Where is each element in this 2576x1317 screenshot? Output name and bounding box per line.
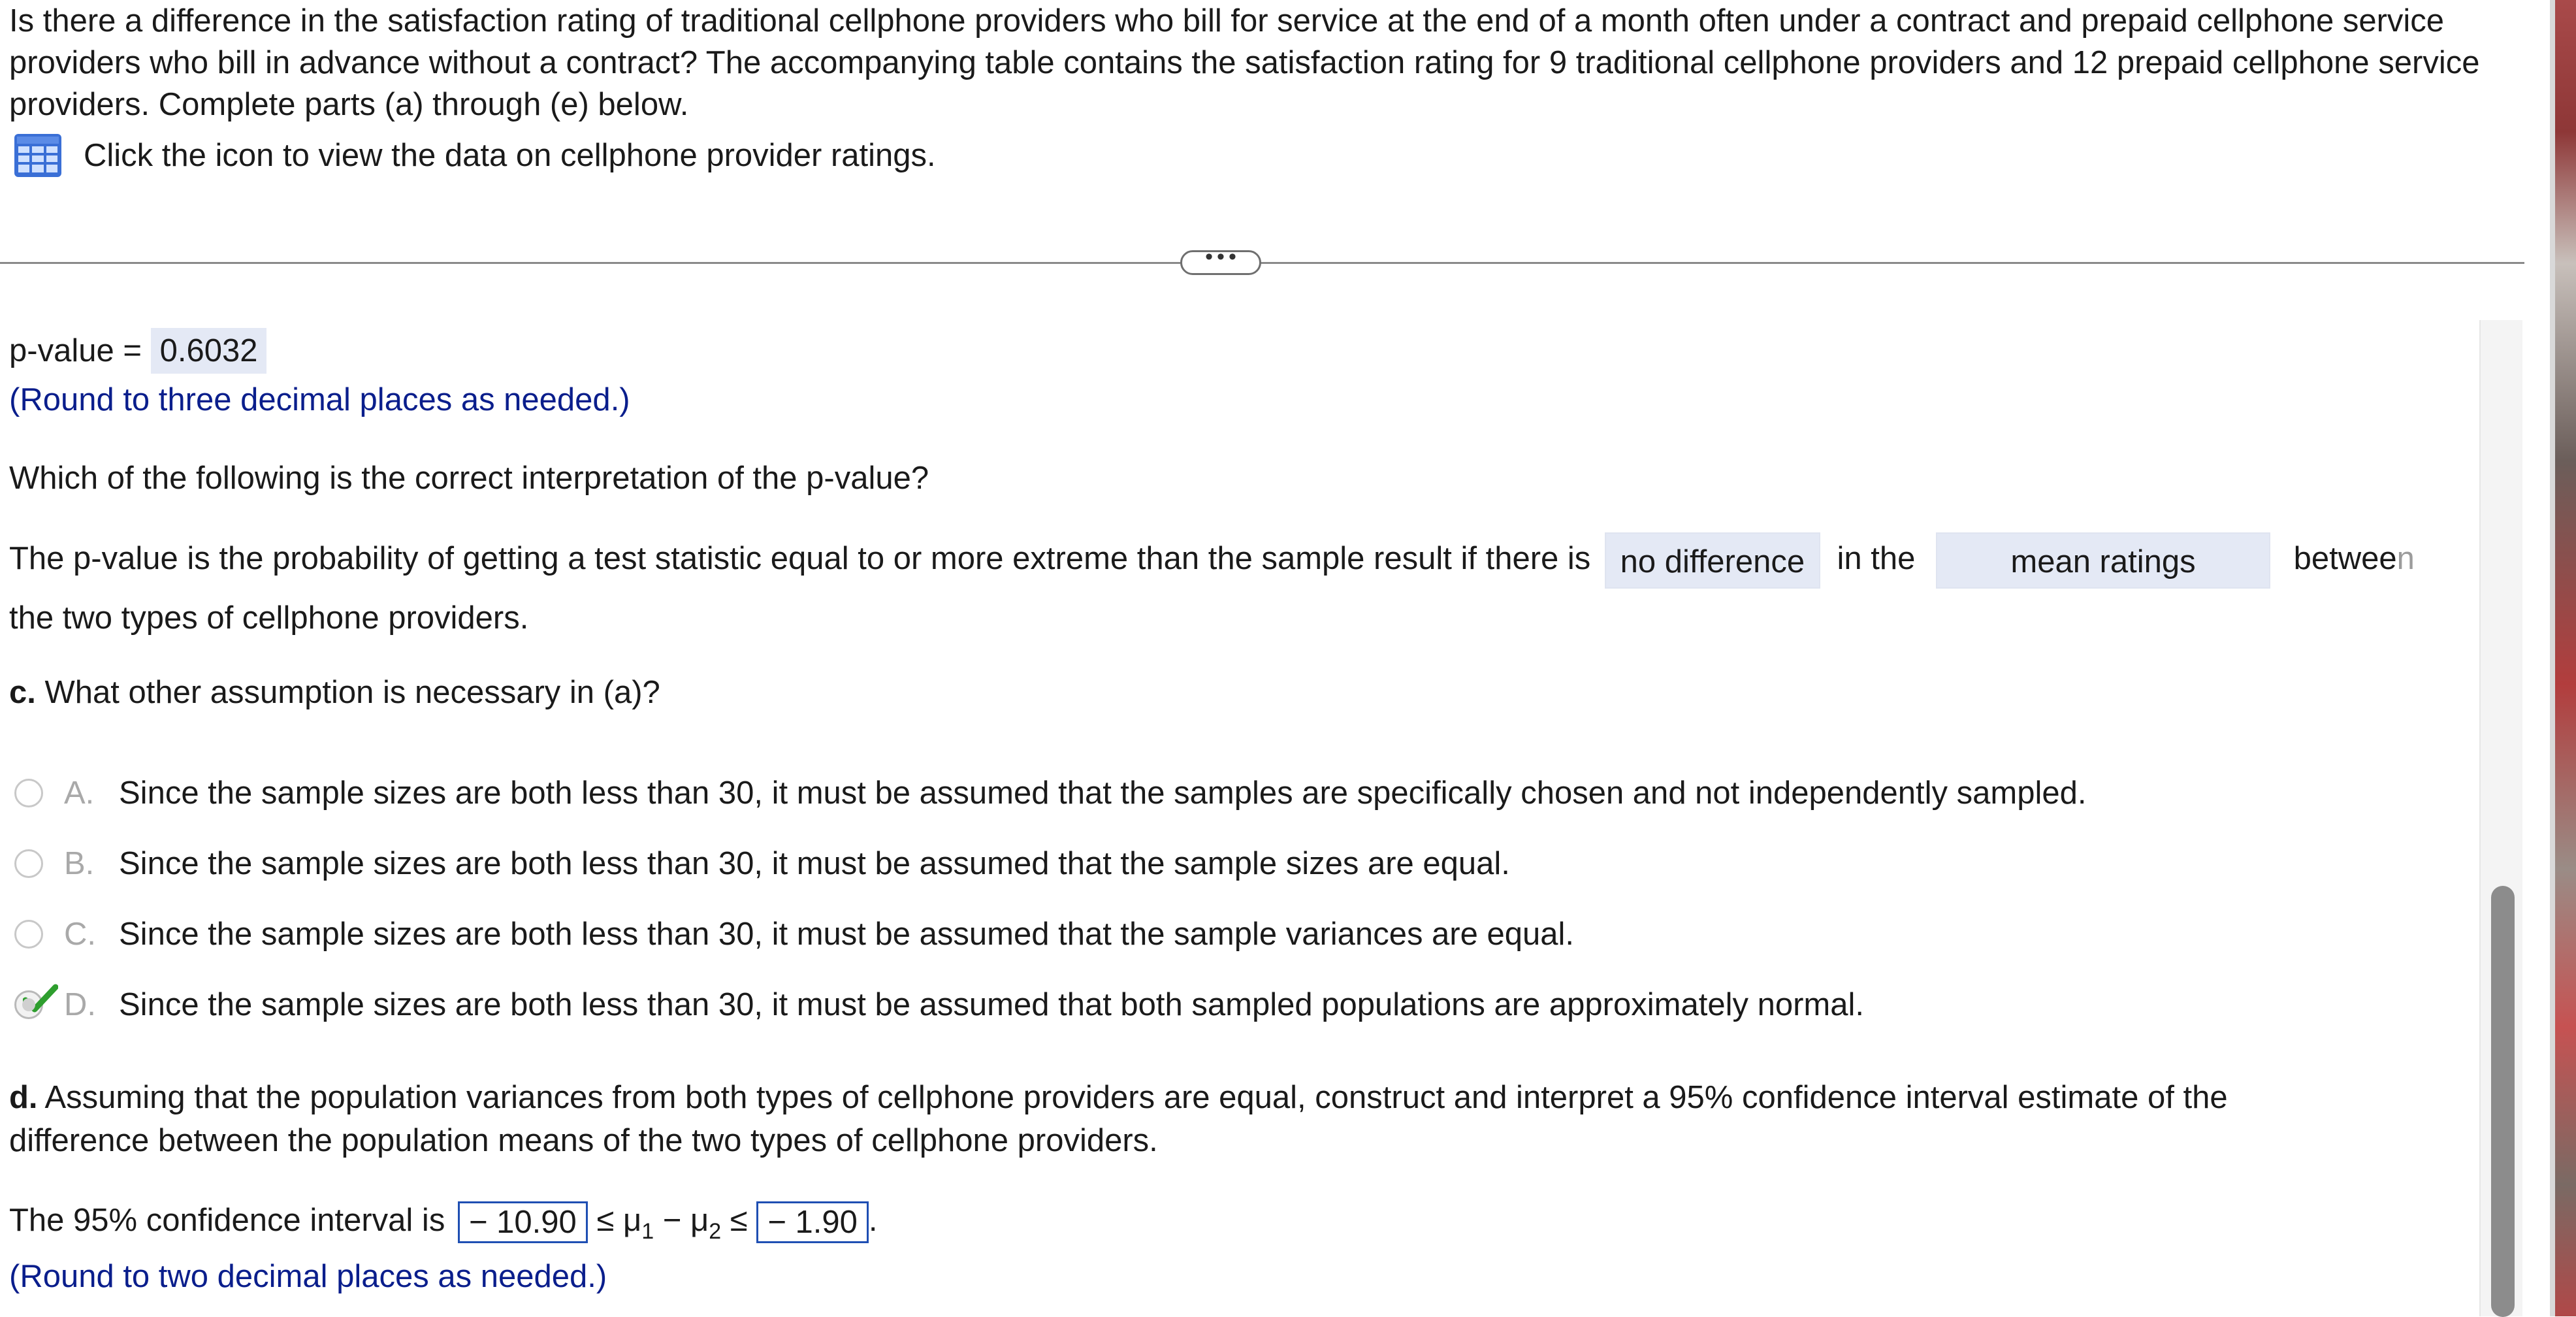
ci-period: . xyxy=(868,1203,878,1238)
window-edge xyxy=(2550,0,2576,1316)
vertical-scrollbar[interactable] xyxy=(2479,320,2522,1316)
mu-sub-2: 2 xyxy=(709,1219,722,1244)
interpretation-question: Which of the following is the correct interpretation of the p-value? xyxy=(9,461,929,496)
data-table-icon[interactable] xyxy=(13,133,63,178)
interpretation-end-text: betwee xyxy=(2293,541,2397,576)
option-c-text: Since the sample sizes are both less than 30, it must be assumed that the sample variances are equal. xyxy=(119,917,1574,952)
mu-symbol-2: μ xyxy=(690,1203,709,1238)
scrollbar-thumb[interactable] xyxy=(2491,886,2515,1317)
question-text: Is there a difference in the satisfaction rating of traditional cellphone providers who bill for service at the end of a month often under a contract and prepaid cellphone service providers who bill in advance without a contract? The accompanying table contains the satisfaction rating for 9 traditional cellphone providers and 12 prepaid cellphone service providers. Complete parts (a) through (e) below. xyxy=(9,3,2480,122)
ci-row xyxy=(9,1199,878,1252)
ci-leq-1: ≤ xyxy=(596,1203,615,1238)
interpretation-sentence-start: The p-value is the probability of getting a test statistic equal to or more extreme than the sample result if there is xyxy=(9,541,1591,576)
option-b-radio[interactable] xyxy=(14,849,43,878)
part-c-label: c. xyxy=(9,675,36,710)
option-d-text: Since the sample sizes are both less than 30, it must be assumed that both sampled populations are approximately normal. xyxy=(119,987,1864,1022)
option-b[interactable] xyxy=(14,843,1510,885)
mu-symbol-1: μ xyxy=(622,1203,642,1238)
data-link-row[interactable] xyxy=(13,133,936,178)
pvalue-answer[interactable]: 0.6032 xyxy=(151,328,267,374)
option-c-letter: C. xyxy=(64,917,96,952)
ci-leq-2: ≤ xyxy=(730,1203,748,1238)
option-c-radio[interactable] xyxy=(14,920,43,949)
option-b-text: Since the sample sizes are both less than 30, it must be assumed that the sample sizes are equal. xyxy=(119,846,1510,881)
mu-2 xyxy=(690,1203,722,1244)
interpretation-sentence xyxy=(9,530,2415,589)
part-d-question-line2: difference between the population means of the two types of cellphone providers. xyxy=(9,1123,1158,1158)
option-a-letter: A. xyxy=(64,775,95,811)
expand-collapse-button[interactable] xyxy=(1180,244,1261,275)
correct-checkmark-icon xyxy=(23,983,58,1015)
interpretation-end xyxy=(2294,541,2415,576)
ellipsis-icon: ••• xyxy=(1205,244,1240,269)
ci-upper-answer[interactable]: − 1.90 xyxy=(756,1201,869,1243)
measure-dropdown[interactable]: mean ratings xyxy=(1936,532,2270,589)
option-b-letter: B. xyxy=(64,846,95,881)
part-d-label: d. xyxy=(9,1080,38,1115)
ci-lower-answer[interactable]: − 10.90 xyxy=(458,1201,588,1243)
interpretation-middle: in the xyxy=(1837,541,1916,576)
difference-dropdown[interactable]: no difference xyxy=(1605,532,1820,589)
mu-sub-1: 1 xyxy=(641,1219,654,1244)
pvalue-hint: (Round to three decimal places as needed.) xyxy=(9,382,630,417)
ci-hint: (Round to two decimal places as needed.) xyxy=(9,1259,607,1294)
answer-area xyxy=(0,320,2475,1316)
option-d-letter: D. xyxy=(64,987,96,1022)
pvalue-label: p-value = xyxy=(9,333,142,368)
part-d-question-row xyxy=(9,1077,2228,1118)
interpretation-sentence-cont: the two types of cellphone providers. xyxy=(9,600,529,636)
data-link-label[interactable]: Click the icon to view the data on cellphone provider ratings. xyxy=(84,138,936,173)
mu-1 xyxy=(622,1203,654,1244)
part-c-question-row xyxy=(9,672,660,713)
section-divider xyxy=(0,262,2524,264)
option-a-radio[interactable] xyxy=(14,779,43,807)
part-c-question: What other assumption is necessary in (a)? xyxy=(44,675,660,710)
ci-minus: − xyxy=(662,1203,682,1238)
part-d-question-line1: Assuming that the population variances from both types of cellphone providers are equal, construct and interpret a 95% confidence interval estimate of the xyxy=(44,1080,2228,1115)
option-d-radio[interactable] xyxy=(14,990,43,1019)
interpretation-end-faded: n xyxy=(2396,541,2415,576)
ci-prefix: The 95% confidence interval is xyxy=(9,1203,445,1238)
option-c[interactable] xyxy=(14,913,1574,955)
pvalue-row xyxy=(9,328,266,374)
option-a[interactable] xyxy=(14,772,2087,814)
option-a-text: Since the sample sizes are both less than 30, it must be assumed that the samples are specifically chosen and not independently sampled. xyxy=(119,775,2087,811)
option-d[interactable] xyxy=(14,984,1864,1026)
